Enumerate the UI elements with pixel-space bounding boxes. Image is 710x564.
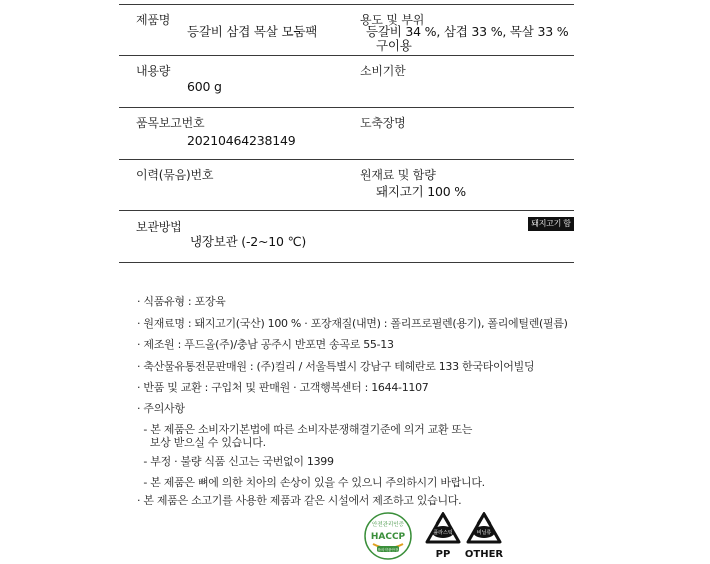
note-caution-1a: - 본 제품은 소비자기본법에 따른 소비자분쟁해결기준에 의거 교환 또는 [137, 423, 473, 436]
note-caution-3: - 본 제품은 뼈에 의한 치아의 손상이 있을 수 있으니 주의하시기 바랍니다. [137, 476, 485, 489]
table-rule-2 [119, 107, 574, 108]
note-caution-heading: · 주의사항 [137, 402, 185, 415]
note-caution-1b: 보상 받으실 수 있습니다. [137, 436, 266, 449]
usage-part-value-1: 등갈비 34 %, 삼겹 33 %, 목살 33 % [366, 24, 569, 39]
product-name-label: 제품명 [136, 13, 171, 27]
table-rule-1 [119, 55, 574, 56]
haccp-logo [364, 512, 412, 560]
report-number-label: 품목보고번호 [136, 116, 205, 130]
allergen-badge: 돼지고기 함유 [528, 217, 574, 231]
table-rule-3 [119, 159, 574, 160]
storage-value: 냉장보관 (-2~10 ℃) [190, 234, 307, 249]
recycle-other-label: OTHER [464, 549, 504, 560]
net-content-label: 내용량 [136, 64, 171, 78]
recycle-other-mark [461, 512, 507, 560]
note-distributor: · 축산물유통전문판매원 : (주)컬리 / 서울특별시 강남구 테헤란로 133 한국타이어빌딩 [137, 360, 535, 373]
ingredients-value: 돼지고기 100 % [376, 184, 466, 199]
product-name-value: 등갈비 삼겹 목살 모둠팩 [187, 24, 318, 39]
net-content-value: 600 g [187, 79, 222, 94]
usage-part-label: 용도 및 부위 [360, 13, 425, 27]
note-caution-2: - 부정 · 불량 식품 신고는 국번없이 1399 [137, 455, 334, 468]
haccp-main-text: HACCP [370, 532, 406, 542]
recycle-pp-inner-text: 플라스틱 [433, 530, 453, 536]
expiry-label: 소비기한 [360, 64, 406, 78]
table-top-rule [119, 4, 574, 5]
note-returns-contact: · 반품 및 교환 : 구입처 및 판매원 · 고객행복센터 : 1644-1107 [137, 381, 429, 394]
note-facility: · 본 제품은 소고기를 사용한 제품과 같은 시설에서 제조하고 있습니다. [137, 494, 462, 507]
usage-part-value-2: 구이용 [376, 38, 412, 53]
table-rule-5 [119, 262, 574, 263]
recycle-pp-label: PP [435, 549, 451, 560]
haccp-bottom-text: 식품의약품안전처 [374, 548, 402, 552]
note-ingredients-packaging: · 원재료명 : 돼지고기(국산) 100 % · 포장재질(내면) : 폴리프로필렌(용기), 폴리에틸렌(필름) [137, 317, 568, 330]
haccp-top-text: 안전관리인증 [372, 522, 404, 528]
recycle-pp-mark [423, 512, 463, 560]
trace-number-label: 이력(묶음)번호 [136, 168, 214, 182]
note-food-type: · 식품유형 : 포장육 [137, 295, 226, 308]
ingredients-label: 원재료 및 함량 [360, 168, 436, 182]
slaughterhouse-label: 도축장명 [360, 116, 406, 130]
table-rule-4 [119, 210, 574, 211]
note-manufacturer: · 제조원 : 푸드올(주)/충남 공주시 반포면 송곡로 55-13 [137, 338, 394, 351]
recycle-other-inner-text: 비닐류 [476, 530, 492, 536]
storage-label: 보관방법 [136, 220, 182, 234]
report-number-value: 20210464238149 [187, 133, 296, 148]
